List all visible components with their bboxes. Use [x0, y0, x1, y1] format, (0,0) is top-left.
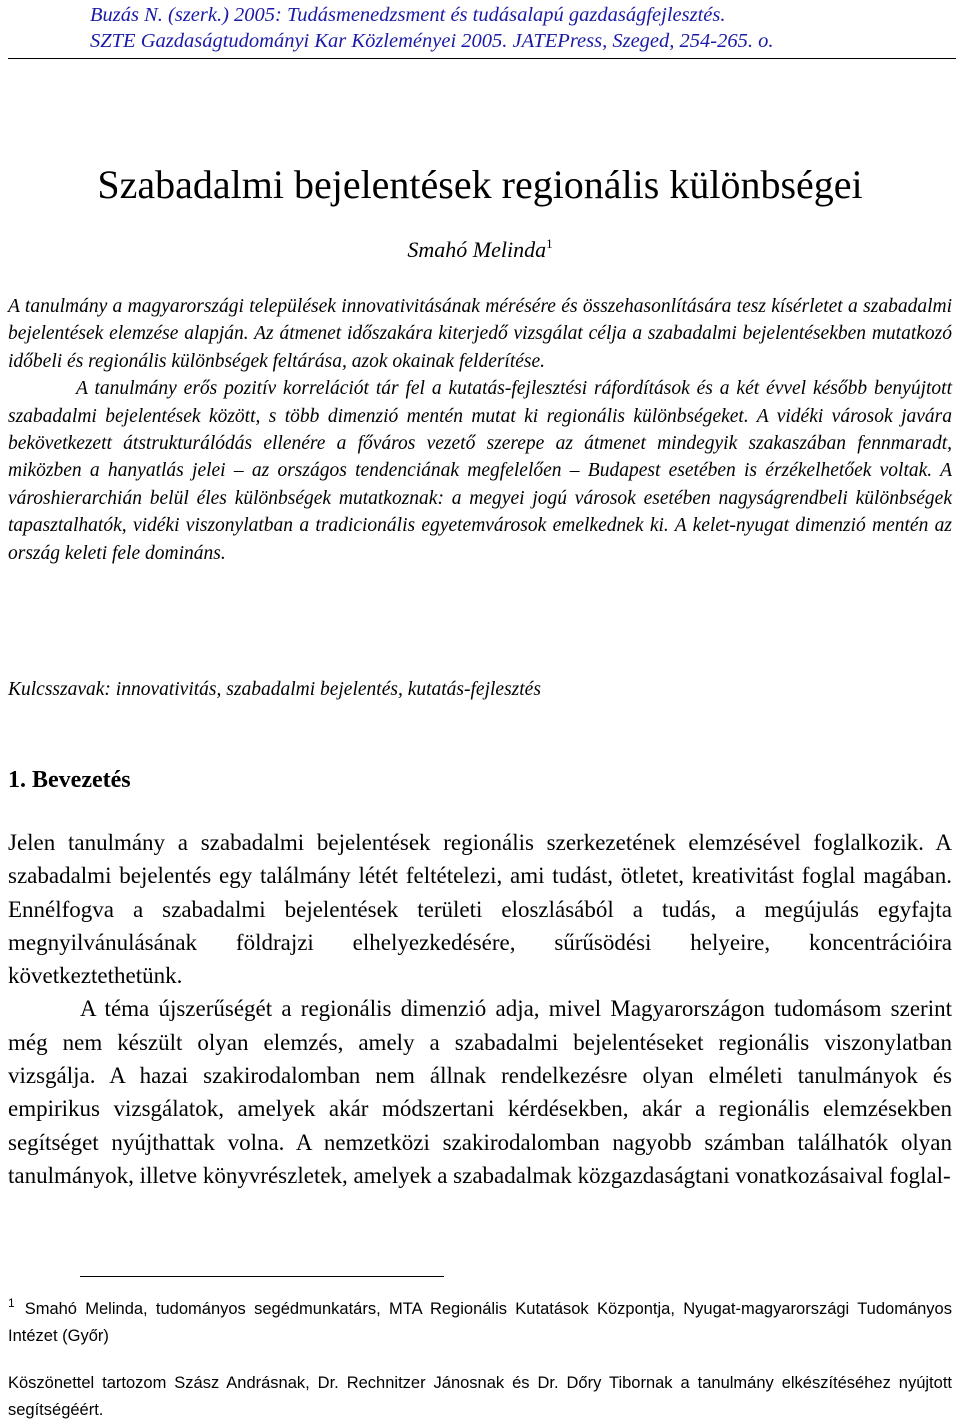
acknowledgement: Köszönettel tartozom Szász Andrásnak, Dr. Rechnitzer Jánosnak és Dr. Dőry Tibornak a tanulmány elkészítéséhez nyújtott segítségéért. [8, 1374, 952, 1419]
paper-title: Szabadalmi bejelentések regionális különbségei [97, 162, 863, 207]
author-footnote-mark[interactable]: 1 [546, 236, 553, 251]
publication-header [90, 2, 950, 54]
body-text [8, 826, 952, 1192]
body-paragraph-2: A téma újszerűségét a regionális dimenzió adja, mivel Magyarországon tudomásom szerint még nem készült olyan elemzés, amely a szabadalmi bejelentéseket regionális viszonylatban vizsgálja. A hazai szakirodalomban nem állnak rendelkezésre olyan elméleti tanulmányok és empirikus vizsgálatok, amelyek akár módszertani kérdésekben, akár a regionális elemzésekben segítséget nyújthattak volna. A nemzetközi szakirodalomban nagyobb számban találhatók olyan tanulmányok, illetve könyvrészletek, amelyek a szabadalmak közgazdaságtani vonatkozásaival foglal- [8, 996, 952, 1188]
section-heading [8, 765, 952, 795]
footnote-divider [80, 1276, 444, 1277]
section-title: Bevezetés [32, 767, 131, 793]
abstract-paragraph-2: A tanulmány erős pozitív korrelációt tár fel a kutatás-fejlesztési ráfordítások és a két évvel később benyújtott szabadalmi bejelentések között, s több dimenzió mentén mutat ki regionális különbségeket. A vidéki városok javára bekövetkezett átstrukturálódás ellenére a főváros vezető szerepe az átmenet mindegyik szakaszában fennmaradt, miközben a hanyatlás jelei – az országos tendenciának megfelelően – Budapest esetében is érzékelhetőek voltak. A városhierarchián belül éles különbségek mutatkoznak: a megyei jogú városok esetében nagyságrendbeli különbségek tapasztalhatók, vidéki viszonylatban a tradicionális egyetemvárosok emelkednek ki. A kelet-nyugat dimenzió mentén az ország keleti fele domináns. [8, 378, 952, 564]
body-paragraph-1: Jelen tanulmány a szabadalmi bejelentések regionális szerkezetének elemzésével foglalkozik. A szabadalmi bejelentés egy találmány létét feltételezi, ami tudást, ötletet, kreativitást foglal magában. Ennélfogva a szabadalmi bejelentések területi eloszlásából a tudás, a megújulás egyfajta megnyilvánulásának földrajzi elhelyezkedésére, sűrűsödési helyeire, koncentrációira következtethetünk. [8, 830, 952, 989]
abstract [8, 293, 952, 567]
section-number: 1. [8, 767, 26, 793]
header-line-2: SZTE Gazdaságtudományi Kar Közleményei 2005. JATEPress, Szeged, 254-265. o. [90, 30, 774, 52]
footnote-mark: 1 [8, 1296, 15, 1310]
author-name: Smahó Melinda [407, 237, 547, 262]
keywords: Kulcsszavak: innovativitás, szabadalmi bejelentés, kutatás-fejlesztés [8, 679, 541, 700]
footnote [8, 1290, 952, 1350]
abstract-paragraph-1: A tanulmány a magyarországi települések innovativitásának mérésére és összehasonlítására tesz kísérletet a szabadalmi bejelentések elemzése alapján. Az átmenet időszakára kiterjedő vizsgálat célja a szabadalmi bejelentésekben mutatkozó időbeli és regionális különbségek feltárása, azok okainak felderítése. [8, 296, 952, 372]
author-line [0, 236, 960, 263]
header-divider [8, 58, 956, 59]
footnote-text: Smahó Melinda, tudományos segédmunkatárs, MTA Regionális Kutatások Központja, Nyugat-magyarországi Tudományos Intézet (Győr) [8, 1300, 952, 1345]
header-line-1: Buzás N. (szerk.) 2005: Tudásmenedzsment és tudásalapú gazdaságfejlesztés. [90, 4, 726, 26]
